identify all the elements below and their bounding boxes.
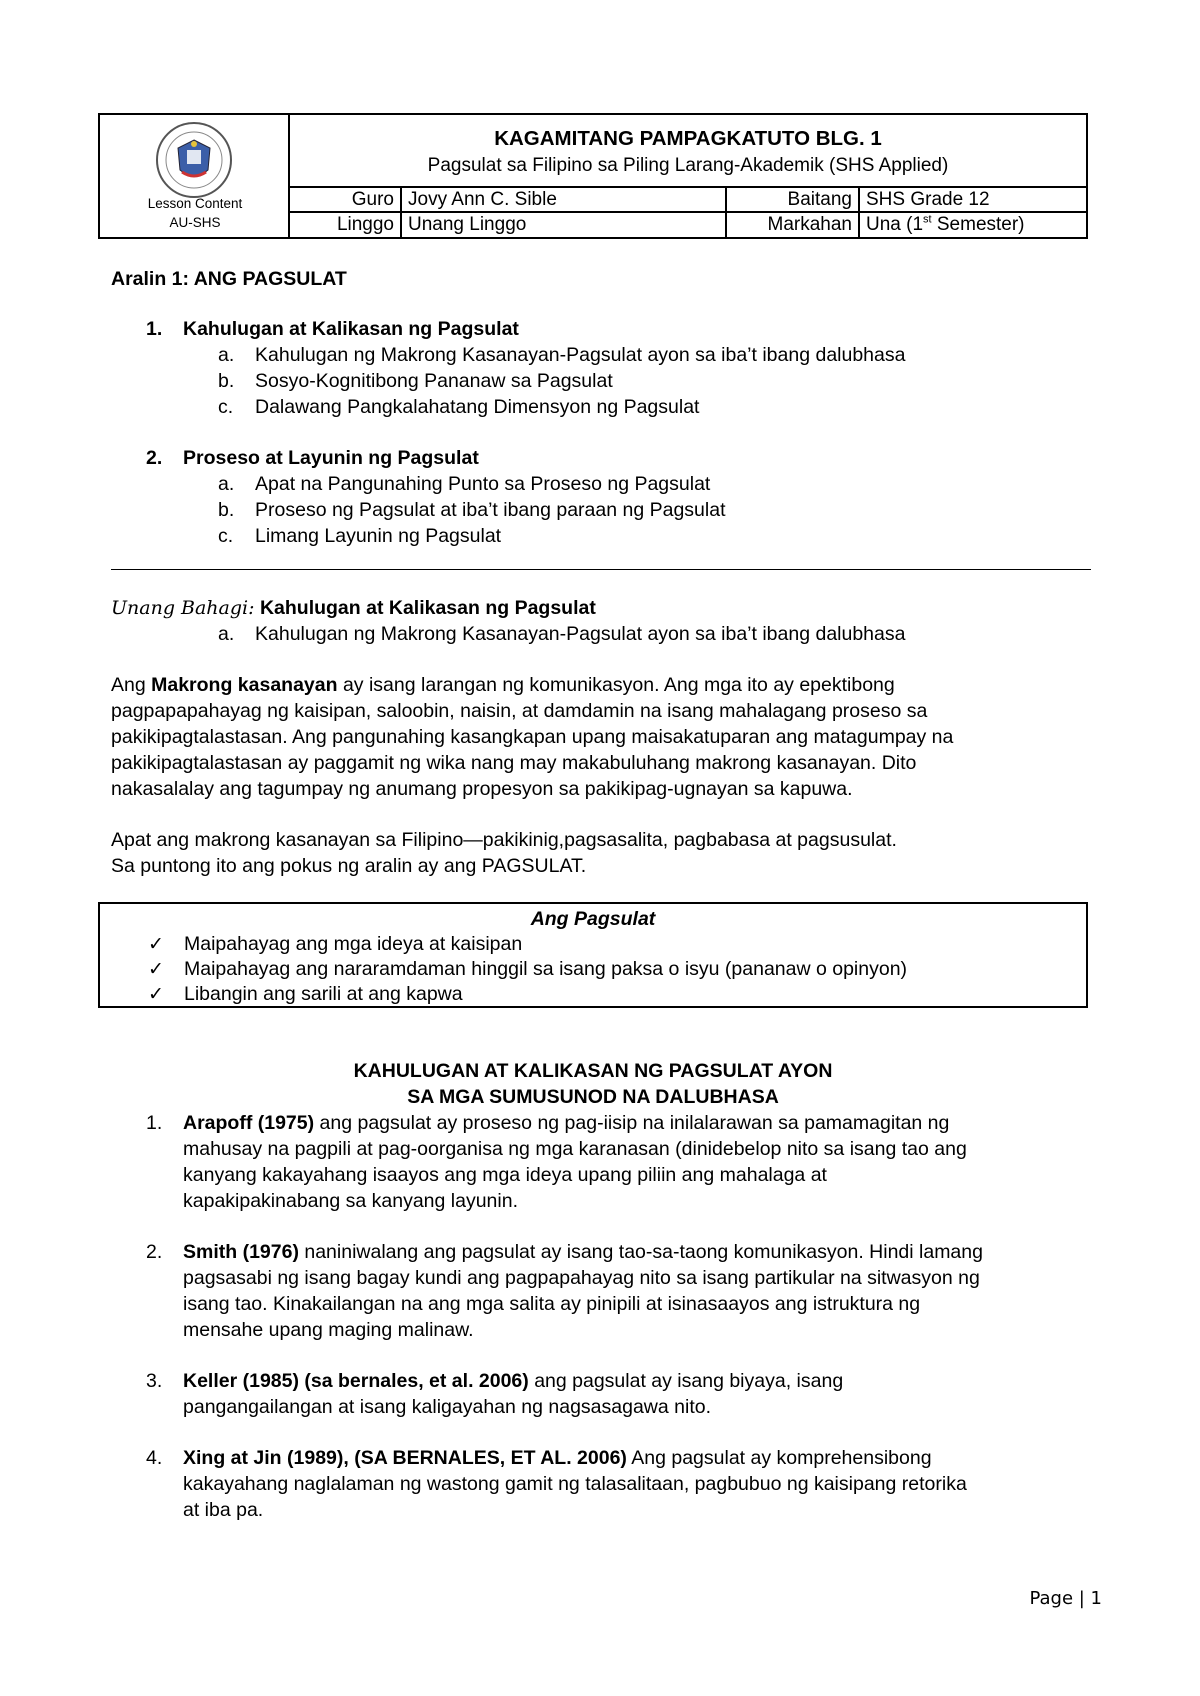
linggo-label: Linggo xyxy=(290,213,402,238)
logo-caption-2: AU-SHS xyxy=(169,215,221,230)
pagsulat-box xyxy=(98,902,1088,1008)
paragraph-line: Apat ang makrong kasanayan sa Filipino—pakikinig,pagsasalita, pagbabasa at pagsusulat. xyxy=(111,829,897,851)
guro-label: Guro xyxy=(290,188,402,211)
expert-line: Smith (1976) naniniwalang ang pagsulat ay isang tao-sa-taong komunikasyon. Hindi lamang xyxy=(183,1241,983,1263)
expert-line: mensahe upang maging malinaw. xyxy=(183,1319,474,1341)
markahan-value: Una (1st Semester) xyxy=(866,213,1025,235)
info-grid xyxy=(290,186,1086,237)
info-row xyxy=(290,188,1086,213)
experts-heading-1: KAHULUGAN AT KALIKASAN NG PAGSULAT AYON xyxy=(353,1060,833,1082)
lesson-heading: Aralin 1: ANG PAGSULAT xyxy=(111,268,347,290)
outline-item: Sosyo-Kognitibong Pananaw sa Pagsulat xyxy=(255,370,613,392)
outline-item: Limang Layunin ng Pagsulat xyxy=(255,525,502,547)
header-table xyxy=(98,113,1088,239)
section-title: Proseso at Layunin ng Pagsulat xyxy=(183,447,479,469)
expert-line: kakayahang naglalaman ng wastong gamit ng talasalitaan, pagbubuo ng kaisipang retorika xyxy=(183,1473,967,1495)
markahan-label: Markahan xyxy=(727,213,860,238)
expert-line: kanyang kakayahang isaayos ang mga ideya upang piliin ang mahalaga at xyxy=(183,1164,827,1186)
part-label: Unang Bahagi: xyxy=(111,597,255,619)
info-row xyxy=(290,213,1086,238)
outline-item: Apat na Pangunahing Punto sa Proseso ng Pagsulat xyxy=(255,473,711,495)
box-title: Ang Pagsulat xyxy=(530,908,656,930)
baitang-value: SHS Grade 12 xyxy=(866,189,990,210)
document-title: KAGAMITANG PAMPAGKATUTO BLG. 1 xyxy=(494,127,882,150)
baitang-label: Baitang xyxy=(727,188,860,211)
box-item: Maipahayag ang mga ideya at kaisipan xyxy=(184,933,523,955)
expert-number: 3. xyxy=(146,1370,163,1392)
expert-line: Xing at Jin (1989), (SA BERNALES, ET AL. 2006) Ang pagsulat ay komprehensibong xyxy=(183,1447,932,1469)
outline-item: Dalawang Pangkalahatang Dimensyon ng Pagsulat xyxy=(255,396,700,418)
expert-line: at iba pa. xyxy=(183,1499,264,1521)
checkmark-icon: ✓ xyxy=(148,934,164,955)
section-title: Kahulugan at Kalikasan ng Pagsulat xyxy=(183,318,519,340)
paragraph-line: Sa puntong ito ang pokus ng aralin ay ang PAGSULAT. xyxy=(111,855,587,877)
part-subitem: Kahulugan ng Makrong Kasanayan-Pagsulat ayon sa iba’t ibang dalubhasa xyxy=(255,623,906,645)
part-title: Kahulugan at Kalikasan ng Pagsulat xyxy=(259,597,596,619)
linggo-value: Unang Linggo xyxy=(402,213,727,238)
deped-seal-logo xyxy=(154,120,234,200)
expert-line: isang tao. Kinakailangan na ang mga salita ay pinipili at isinasaayos ang istruktura ng xyxy=(183,1293,921,1315)
item-letter: a. xyxy=(218,344,235,366)
checkmark-icon: ✓ xyxy=(148,984,164,1005)
bold-term: Makrong kasanayan xyxy=(151,674,338,696)
page-number: Page | 1 xyxy=(1029,1588,1102,1609)
expert-number: 1. xyxy=(146,1112,163,1134)
document-subtitle: Pagsulat sa Filipino sa Piling Larang-Akademik (SHS Applied) xyxy=(427,155,949,176)
checkmark-icon: ✓ xyxy=(148,959,164,980)
logo-cell xyxy=(100,115,290,237)
outline-item: Proseso ng Pagsulat at iba’t ibang paraan ng Pagsulat xyxy=(255,499,726,521)
expert-number: 2. xyxy=(146,1241,163,1263)
item-letter: c. xyxy=(218,525,234,547)
expert-line: pangangailangan at isang kaligayahan ng nagsasagawa nito. xyxy=(183,1396,712,1418)
expert-line: kapakipakinabang sa kanyang layunin. xyxy=(183,1190,518,1212)
item-letter: c. xyxy=(218,396,234,418)
section-number: 1. xyxy=(146,318,163,340)
item-letter: a. xyxy=(218,623,235,645)
paragraph-line: pagpapapahayag ng kaisipan, saloobin, naisin, at damdamin na isang mahalagang proseso sa xyxy=(111,700,928,722)
item-letter: b. xyxy=(218,499,235,521)
logo-caption-1: Lesson Content xyxy=(147,196,243,211)
paragraph-line: pakikipagtalastasan ay paggamit ng wika nang may makabuluhang makrong kasanayan. Dito xyxy=(111,752,917,774)
expert-line: pagsasabi ng isang bagay kundi ang pagpapahayag nito sa isang partikular na sitwasyon ng xyxy=(183,1267,980,1289)
section-number: 2. xyxy=(146,447,163,469)
paragraph-line: pakikipagtalastasan. Ang pangunahing kasangkapan upang maisakatuparan ang matagumpay na xyxy=(111,726,954,748)
expert-line: Arapoff (1975) ang pagsulat ay proseso ng pag-iisip na inilalarawan sa pamamagitan ng xyxy=(183,1112,950,1134)
item-letter: b. xyxy=(218,370,235,392)
paragraph-line: nakasalalay ang tagumpay ng anumang propesyon sa pakikipag-ugnayan sa kapuwa. xyxy=(111,778,853,800)
expert-line: mahusay na pagpili at pag-oorganisa ng mga karanasan (dinidebelop nito sa isang tao ang xyxy=(183,1138,967,1160)
guro-value: Jovy Ann C. Sible xyxy=(402,188,727,211)
outline-item: Kahulugan ng Makrong Kasanayan-Pagsulat ayon sa iba’t ibang dalubhasa xyxy=(255,344,906,366)
expert-number: 4. xyxy=(146,1447,163,1469)
box-item: Libangin ang sarili at ang kapwa xyxy=(184,983,463,1005)
item-letter: a. xyxy=(218,473,235,495)
box-item: Maipahayag ang nararamdaman hinggil sa isang paksa o isyu (pananaw o opinyon) xyxy=(184,958,908,980)
expert-line: Keller (1985) (sa bernales, et al. 2006) ang pagsulat ay isang biyaya, isang xyxy=(183,1370,844,1392)
paragraph-line: Ang Makrong kasanayan ay isang larangan ng komunikasyon. Ang mga ito ay epektibong xyxy=(111,674,895,696)
horizontal-divider xyxy=(111,569,1091,570)
part-heading xyxy=(111,597,596,620)
experts-heading-2: SA MGA SUMUSUNOD NA DALUBHASA xyxy=(407,1086,779,1108)
